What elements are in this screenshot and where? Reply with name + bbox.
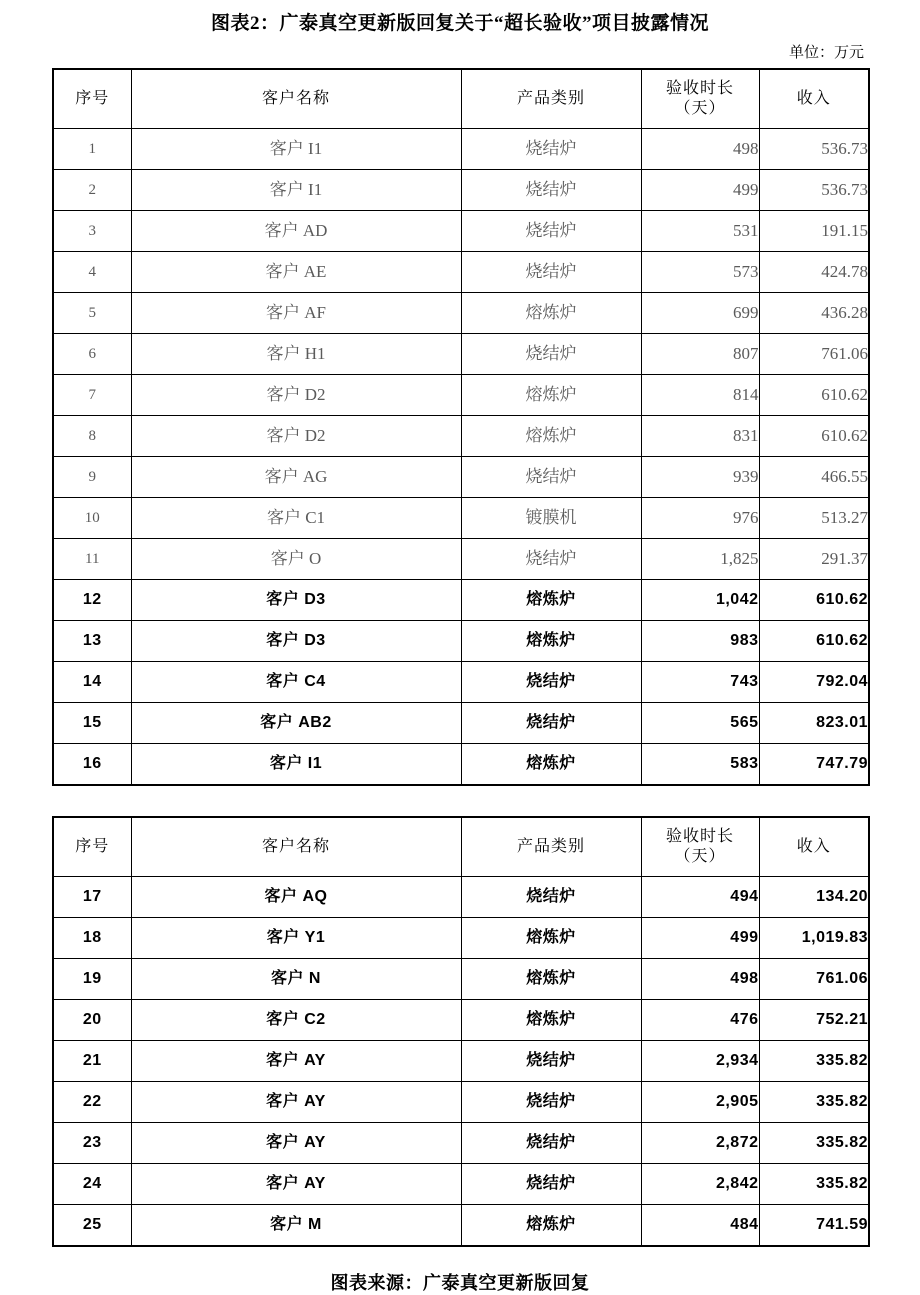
cell-no: 18 [53, 918, 131, 959]
cell-days: 983 [641, 621, 759, 662]
cell-days: 498 [641, 959, 759, 1000]
cell-no: 12 [53, 580, 131, 621]
cell-customer: 客户 N [131, 959, 461, 1000]
cell-product: 烧结炉 [461, 703, 641, 744]
cell-customer: 客户 H1 [131, 334, 461, 375]
cell-days: 939 [641, 457, 759, 498]
cell-revenue: 747.79 [759, 744, 869, 786]
cell-revenue: 761.06 [759, 959, 869, 1000]
cell-customer: 客户 AG [131, 457, 461, 498]
cell-revenue: 741.59 [759, 1205, 869, 1247]
cell-days: 484 [641, 1205, 759, 1247]
header-customer: 客户名称 [131, 817, 461, 877]
cell-customer: 客户 AY [131, 1164, 461, 1205]
cell-no: 14 [53, 662, 131, 703]
cell-customer: 客户 AD [131, 211, 461, 252]
cell-no: 13 [53, 621, 131, 662]
cell-revenue: 335.82 [759, 1164, 869, 1205]
cell-days: 498 [641, 129, 759, 170]
cell-product: 烧结炉 [461, 1082, 641, 1123]
cell-no: 19 [53, 959, 131, 1000]
cell-customer: 客户 AY [131, 1123, 461, 1164]
cell-product: 熔炼炉 [461, 621, 641, 662]
cell-revenue: 1,019.83 [759, 918, 869, 959]
table-row [53, 703, 869, 744]
cell-product: 烧结炉 [461, 252, 641, 293]
cell-days: 583 [641, 744, 759, 786]
cell-no: 11 [53, 539, 131, 580]
unit-note: 单位：万元 [788, 45, 864, 61]
table-row [53, 1041, 869, 1082]
cell-product: 烧结炉 [461, 211, 641, 252]
cell-product: 熔炼炉 [461, 1205, 641, 1247]
cell-revenue: 134.20 [759, 877, 869, 918]
cell-days: 699 [641, 293, 759, 334]
header-revenue: 收入 [759, 817, 869, 877]
header-product: 产品类别 [461, 817, 641, 877]
table-row [53, 539, 869, 580]
cell-days: 814 [641, 375, 759, 416]
header-no: 序号 [53, 69, 131, 129]
cell-days: 1,042 [641, 580, 759, 621]
cell-no: 10 [53, 498, 131, 539]
disclosure-table-part1 [52, 68, 870, 786]
cell-days: 499 [641, 170, 759, 211]
cell-product: 熔炼炉 [461, 580, 641, 621]
table1-body [53, 129, 869, 786]
cell-days: 494 [641, 877, 759, 918]
cell-product: 烧结炉 [461, 1041, 641, 1082]
table-row [53, 211, 869, 252]
cell-product: 镀膜机 [461, 498, 641, 539]
cell-revenue: 610.62 [759, 621, 869, 662]
cell-customer: 客户 I1 [131, 129, 461, 170]
table-row [53, 918, 869, 959]
cell-revenue: 792.04 [759, 662, 869, 703]
cell-revenue: 291.37 [759, 539, 869, 580]
source-note: 图表来源：广泰真空更新版回复 [330, 1273, 590, 1293]
cell-no: 15 [53, 703, 131, 744]
cell-revenue: 466.55 [759, 457, 869, 498]
table-row [53, 498, 869, 539]
cell-no: 23 [53, 1123, 131, 1164]
cell-days: 2,872 [641, 1123, 759, 1164]
header-product: 产品类别 [461, 69, 641, 129]
table-gap [52, 786, 868, 816]
cell-revenue: 610.62 [759, 580, 869, 621]
cell-customer: 客户 AE [131, 252, 461, 293]
cell-revenue: 335.82 [759, 1123, 869, 1164]
cell-days: 743 [641, 662, 759, 703]
cell-revenue: 335.82 [759, 1082, 869, 1123]
header-no: 序号 [53, 817, 131, 877]
cell-no: 17 [53, 877, 131, 918]
cell-revenue: 424.78 [759, 252, 869, 293]
cell-customer: 客户 O [131, 539, 461, 580]
cell-no: 20 [53, 1000, 131, 1041]
cell-product: 烧结炉 [461, 1164, 641, 1205]
cell-no: 3 [53, 211, 131, 252]
cell-customer: 客户 C4 [131, 662, 461, 703]
table2-body [53, 877, 869, 1247]
cell-revenue: 335.82 [759, 1041, 869, 1082]
cell-customer: 客户 Y1 [131, 918, 461, 959]
cell-customer: 客户 C2 [131, 1000, 461, 1041]
cell-days: 565 [641, 703, 759, 744]
cell-days: 573 [641, 252, 759, 293]
cell-product: 熔炼炉 [461, 1000, 641, 1041]
cell-revenue: 436.28 [759, 293, 869, 334]
cell-no: 22 [53, 1082, 131, 1123]
cell-no: 21 [53, 1041, 131, 1082]
cell-product: 烧结炉 [461, 877, 641, 918]
table-row [53, 334, 869, 375]
cell-customer: 客户 AF [131, 293, 461, 334]
cell-product: 熔炼炉 [461, 416, 641, 457]
table-row [53, 877, 869, 918]
cell-revenue: 610.62 [759, 375, 869, 416]
table-row [53, 170, 869, 211]
cell-revenue: 761.06 [759, 334, 869, 375]
header-days-line2: （天） [674, 100, 726, 117]
header-customer: 客户名称 [131, 69, 461, 129]
table-row [53, 129, 869, 170]
cell-days: 2,934 [641, 1041, 759, 1082]
cell-days: 2,842 [641, 1164, 759, 1205]
cell-days: 2,905 [641, 1082, 759, 1123]
cell-customer: 客户 D3 [131, 621, 461, 662]
cell-days: 476 [641, 1000, 759, 1041]
cell-product: 熔炼炉 [461, 293, 641, 334]
table-row [53, 662, 869, 703]
table-row [53, 1164, 869, 1205]
cell-customer: 客户 M [131, 1205, 461, 1247]
table-row [53, 252, 869, 293]
cell-product: 熔炼炉 [461, 918, 641, 959]
header-days-line1: 验收时长 [665, 80, 734, 97]
cell-no: 6 [53, 334, 131, 375]
cell-no: 1 [53, 129, 131, 170]
cell-product: 烧结炉 [461, 170, 641, 211]
table-header-row [53, 69, 869, 129]
header-days-line1: 验收时长 [665, 828, 734, 845]
cell-no: 5 [53, 293, 131, 334]
header-days [641, 69, 759, 129]
table-row [53, 959, 869, 1000]
cell-customer: 客户 D2 [131, 416, 461, 457]
table-row [53, 580, 869, 621]
cell-product: 熔炼炉 [461, 375, 641, 416]
table-row [53, 457, 869, 498]
cell-product: 熔炼炉 [461, 959, 641, 1000]
cell-revenue: 752.21 [759, 1000, 869, 1041]
cell-no: 2 [53, 170, 131, 211]
cell-customer: 客户 D3 [131, 580, 461, 621]
cell-customer: 客户 D2 [131, 375, 461, 416]
header-days [641, 817, 759, 877]
table-row [53, 1082, 869, 1123]
cell-revenue: 610.62 [759, 416, 869, 457]
cell-revenue: 191.15 [759, 211, 869, 252]
table-row [53, 416, 869, 457]
cell-no: 7 [53, 375, 131, 416]
cell-no: 9 [53, 457, 131, 498]
table-row [53, 621, 869, 662]
cell-product: 烧结炉 [461, 129, 641, 170]
cell-no: 16 [53, 744, 131, 786]
cell-revenue: 823.01 [759, 703, 869, 744]
cell-days: 976 [641, 498, 759, 539]
cell-days: 1,825 [641, 539, 759, 580]
cell-customer: 客户 AY [131, 1082, 461, 1123]
cell-product: 烧结炉 [461, 539, 641, 580]
table-row [53, 1123, 869, 1164]
table-row [53, 744, 869, 786]
cell-product: 烧结炉 [461, 1123, 641, 1164]
cell-revenue: 513.27 [759, 498, 869, 539]
table-header-row [53, 817, 869, 877]
cell-days: 831 [641, 416, 759, 457]
cell-product: 熔炼炉 [461, 744, 641, 786]
cell-product: 烧结炉 [461, 457, 641, 498]
cell-revenue: 536.73 [759, 129, 869, 170]
header-days-line2: （天） [674, 848, 726, 865]
cell-days: 807 [641, 334, 759, 375]
table-row [53, 293, 869, 334]
cell-customer: 客户 C1 [131, 498, 461, 539]
cell-customer: 客户 AB2 [131, 703, 461, 744]
table-row [53, 1000, 869, 1041]
cell-no: 8 [53, 416, 131, 457]
table-row [53, 1205, 869, 1247]
cell-days: 499 [641, 918, 759, 959]
cell-no: 24 [53, 1164, 131, 1205]
cell-no: 25 [53, 1205, 131, 1247]
cell-customer: 客户 I1 [131, 170, 461, 211]
cell-customer: 客户 AQ [131, 877, 461, 918]
cell-customer: 客户 AY [131, 1041, 461, 1082]
cell-product: 烧结炉 [461, 334, 641, 375]
page-title: 图表2：广泰真空更新版回复关于“超长验收”项目披露情况 [210, 13, 709, 34]
disclosure-table-part2 [52, 816, 870, 1247]
table-row [53, 375, 869, 416]
cell-customer: 客户 I1 [131, 744, 461, 786]
cell-days: 531 [641, 211, 759, 252]
cell-no: 4 [53, 252, 131, 293]
cell-revenue: 536.73 [759, 170, 869, 211]
cell-product: 烧结炉 [461, 662, 641, 703]
header-revenue: 收入 [759, 69, 869, 129]
